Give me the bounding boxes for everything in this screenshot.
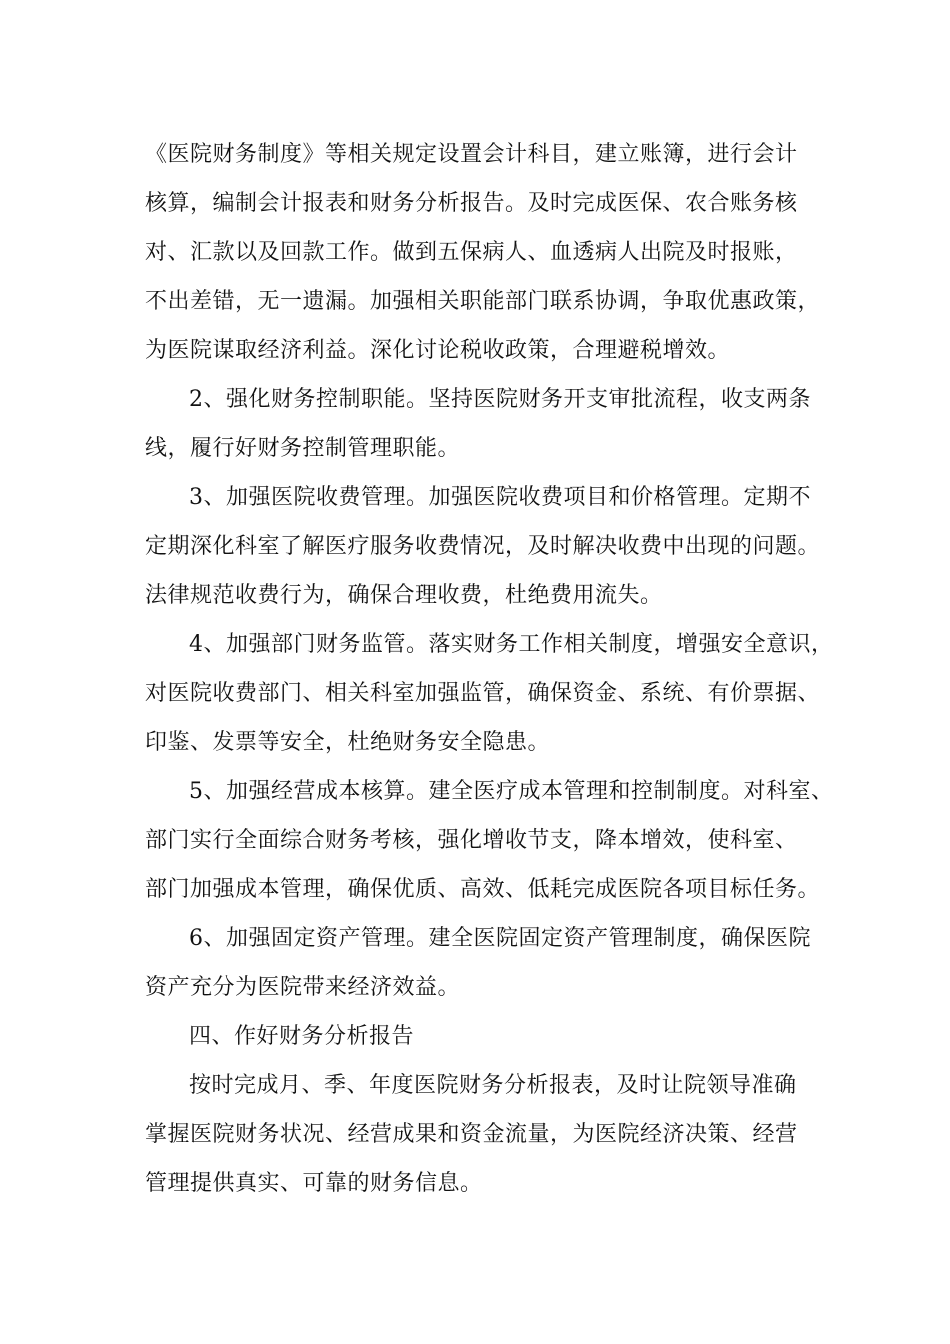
text-line: 对、汇款以及回款工作。做到五保病人、血透病人出院及时报账， [145,240,798,265]
final-paragraph-line-1: 按时完成月、季、年度医院财务分析报表，及时让院领导准确 [189,1073,797,1098]
paragraph-2-line-2: 线，履行好财务控制管理职能。 [145,436,461,461]
document-body [145,130,835,1208]
paragraph-6-line-1: 6、加强固定资产管理。建全医院固定资产管理制度，确保医院 [189,926,811,951]
paragraph-3-line-1: 3、加强医院收费管理。加强医院收费项目和价格管理。定期不 [189,485,811,510]
text-line: 为医院谋取经济利益。深化讨论税收政策，合理避税增效。 [145,338,731,363]
paragraph-4-line-2: 对医院收费部门、相关科室加强监管，确保资金、系统、有价票据、 [145,681,821,706]
text-line: 不出差错，无一遗漏。加强相关职能部门联系协调，争取优惠政策， [145,289,821,314]
paragraph-4-line-1: 4、加强部门财务监管。落实财务工作相关制度，增强安全意识， [189,632,834,657]
paragraph-5-line-3: 部门加强成本管理，确保优质、高效、低耗完成医院各项目标任务。 [145,877,821,902]
paragraph-6-line-2: 资产充分为医院带来经济效益。 [145,975,461,1000]
paragraph-2-line-1: 2、强化财务控制职能。坚持医院财务开支审批流程，收支两条 [189,387,811,412]
final-paragraph-line-3: 管理提供真实、可靠的财务信息。 [145,1171,483,1196]
paragraph-5-line-2: 部门实行全面综合财务考核，强化增收节支，降本增效，使科室、 [145,828,798,853]
paragraph-5-line-1: 5、加强经营成本核算。建全医疗成本管理和控制制度。对科室、 [189,779,834,804]
text-line: 核算，编制会计报表和财务分析报告。及时完成医保、农合账务核 [145,191,798,216]
paragraph-4-line-3: 印鉴、发票等安全，杜绝财务安全隐患。 [145,730,551,755]
paragraph-3-line-3: 法律规范收费行为，确保合理收费，杜绝费用流失。 [145,583,663,608]
final-paragraph-line-2: 掌握医院财务状况、经营成果和资金流量，为医院经济决策、经营 [145,1122,798,1147]
section-heading: 四、作好财务分析报告 [189,1024,415,1049]
text-line: 《医院财务制度》等相关规定设置会计科目，建立账簿，进行会计 [145,142,798,167]
paragraph-3-line-2: 定期深化科室了解医疗服务收费情况，及时解决收费中出现的问题。 [145,534,821,559]
